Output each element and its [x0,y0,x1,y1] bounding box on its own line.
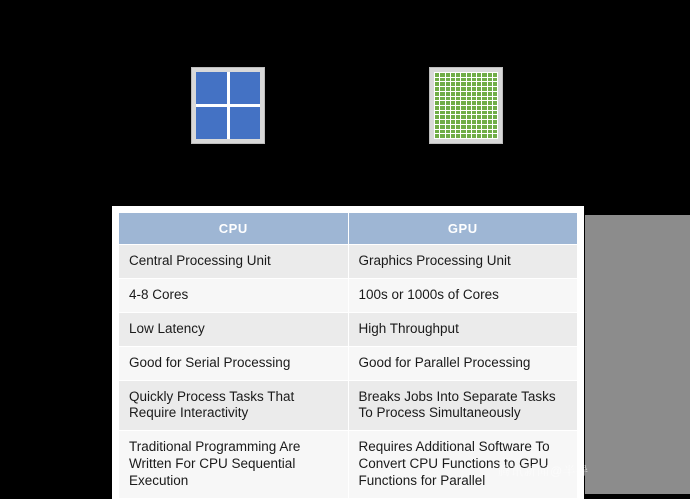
gpu-core [488,115,492,119]
table-cell-gpu: Graphics Processing Unit [348,245,578,279]
gpu-core [482,120,486,124]
gpu-core [488,97,492,101]
table-header-gpu: GPU [348,213,578,245]
gpu-core [461,92,465,96]
gpu-core [451,115,455,119]
gpu-core [446,134,450,138]
table-cell-cpu: Quickly Process Tasks That Require Interactivity [119,380,349,431]
gpu-core [435,92,439,96]
gpu-core [467,73,471,77]
gpu-core [461,115,465,119]
gpu-core [488,120,492,124]
gpu-core [482,78,486,82]
gpu-core [461,78,465,82]
gpu-core [488,78,492,82]
gpu-core [440,92,444,96]
gpu-core [456,87,460,91]
gpu-core [461,106,465,110]
gpu-core [472,120,476,124]
gpu-core [493,78,497,82]
gpu-core [456,130,460,134]
gpu-core [440,106,444,110]
gpu-core [477,130,481,134]
gpu-core [477,87,481,91]
gpu-core [440,134,444,138]
gpu-core [435,125,439,129]
table-cell-gpu: Breaks Jobs Into Separate Tasks To Process Simultaneously [348,380,578,431]
gpu-core [467,111,471,115]
gpu-core [461,125,465,129]
gpu-core [435,87,439,91]
table-header-row [119,213,578,245]
gpu-core [435,97,439,101]
gpu-core [446,82,450,86]
cpu-core [196,72,227,104]
gpu-core [467,78,471,82]
gpu-core [488,73,492,77]
cpu-core [196,107,227,139]
gpu-core [493,106,497,110]
gpu-core [493,120,497,124]
gpu-core [440,82,444,86]
gpu-core [467,92,471,96]
gpu-core [467,97,471,101]
gpu-core [440,78,444,82]
gpu-core [467,87,471,91]
gpu-core [446,120,450,124]
gpu-core [488,111,492,115]
gpu-core [477,92,481,96]
gpu-core [477,120,481,124]
gpu-chip [430,68,502,143]
gpu-core [461,101,465,105]
gpu-core [472,111,476,115]
gpu-core [477,134,481,138]
gpu-core [456,106,460,110]
gpu-core [472,115,476,119]
gpu-core [482,125,486,129]
gpu-core [461,120,465,124]
gpu-core [456,101,460,105]
gpu-core [477,106,481,110]
cpu-core [230,72,261,104]
gpu-core [482,130,486,134]
gpu-core [435,130,439,134]
gpu-core [482,82,486,86]
gpu-core [451,111,455,115]
gpu-core [446,92,450,96]
gpu-core [488,106,492,110]
gpu-core [451,97,455,101]
gpu-core [440,87,444,91]
table-header-cpu: CPU [119,213,349,245]
gpu-core [488,82,492,86]
table-cell-gpu: 100s or 1000s of Cores [348,278,578,312]
gpu-core [440,101,444,105]
gpu-core [472,125,476,129]
gpu-core [440,111,444,115]
table-cell-gpu: Requires Additional Software To Convert CPU Functions to GPU Functions for Parallel [348,431,578,499]
gpu-core [477,78,481,82]
gpu-core [467,106,471,110]
gpu-core [456,134,460,138]
table-cell-cpu: Traditional Programming Are Written For CPU Sequential Execution [119,431,349,499]
gpu-core [493,115,497,119]
gpu-core [446,115,450,119]
gpu-core [456,73,460,77]
gpu-core [467,115,471,119]
gpu-core [477,73,481,77]
table-cell-cpu: Low Latency [119,312,349,346]
gpu-core [488,92,492,96]
gpu-core [435,111,439,115]
gpu-core [461,111,465,115]
gpu-core [461,73,465,77]
gpu-core [477,111,481,115]
gpu-core [435,115,439,119]
gpu-core [493,92,497,96]
gpu-core [456,115,460,119]
gpu-core [451,134,455,138]
gpu-core [482,92,486,96]
gpu-core [435,120,439,124]
gpu-core [435,73,439,77]
gpu-core [472,101,476,105]
right-grey-band [585,215,690,494]
cpu-core-grid [196,72,260,139]
gpu-core [493,101,497,105]
gpu-core [446,125,450,129]
table-row [119,431,578,499]
gpu-core [472,106,476,110]
gpu-core [446,130,450,134]
gpu-core [482,134,486,138]
gpu-core [451,78,455,82]
gpu-core [477,101,481,105]
gpu-core [461,87,465,91]
cpu-gpu-comparison-table [112,206,584,499]
gpu-core [435,134,439,138]
table-cell-cpu: 4-8 Cores [119,278,349,312]
gpu-core [488,130,492,134]
gpu-core [493,134,497,138]
gpu-core [467,130,471,134]
gpu-core [451,92,455,96]
gpu-core [482,101,486,105]
cpu-chip [192,68,264,143]
gpu-core [467,82,471,86]
gpu-core [477,125,481,129]
gpu-core [446,73,450,77]
gpu-core [451,120,455,124]
gpu-core-grid [434,72,498,139]
gpu-core [467,125,471,129]
gpu-core [467,101,471,105]
gpu-core [488,134,492,138]
gpu-core [446,78,450,82]
table-row [119,278,578,312]
gpu-core [451,101,455,105]
gpu-core [488,125,492,129]
gpu-core [472,134,476,138]
gpu-core [440,120,444,124]
gpu-core [472,87,476,91]
gpu-core [467,120,471,124]
gpu-core [435,101,439,105]
gpu-core [482,87,486,91]
gpu-core [446,101,450,105]
gpu-core [477,115,481,119]
gpu-core [488,87,492,91]
gpu-core [435,106,439,110]
gpu-core [456,111,460,115]
gpu-core [446,106,450,110]
gpu-core [482,115,486,119]
gpu-core [461,97,465,101]
gpu-core [451,106,455,110]
gpu-core [467,134,471,138]
gpu-core [440,97,444,101]
gpu-core [482,73,486,77]
gpu-core [446,111,450,115]
gpu-core [493,87,497,91]
gpu-core [456,78,460,82]
gpu-core [472,78,476,82]
table-cell-cpu: Central Processing Unit [119,245,349,279]
table-row [119,380,578,431]
gpu-core [493,111,497,115]
gpu-core [451,130,455,134]
gpu-core [456,120,460,124]
gpu-core [456,125,460,129]
gpu-core [456,97,460,101]
gpu-core [472,92,476,96]
gpu-core [472,82,476,86]
gpu-core [435,82,439,86]
table-row [119,312,578,346]
gpu-core [440,125,444,129]
gpu-core [477,97,481,101]
gpu-core [493,82,497,86]
gpu-core [451,87,455,91]
gpu-core [440,115,444,119]
watermark: 腾讯新闻@半导 [498,464,590,478]
gpu-core [493,130,497,134]
gpu-core [451,73,455,77]
table-cell-gpu: High Throughput [348,312,578,346]
gpu-core [456,92,460,96]
cpu-core [230,107,261,139]
gpu-core [482,111,486,115]
gpu-core [451,125,455,129]
gpu-core [461,134,465,138]
gpu-core [482,97,486,101]
gpu-core [461,82,465,86]
gpu-core [477,82,481,86]
gpu-core [482,106,486,110]
table-row [119,346,578,380]
gpu-core [446,87,450,91]
gpu-core [435,78,439,82]
table-cell-cpu: Good for Serial Processing [119,346,349,380]
gpu-core [493,125,497,129]
gpu-core [456,82,460,86]
gpu-core [451,82,455,86]
gpu-core [461,130,465,134]
gpu-core [488,101,492,105]
gpu-core [440,73,444,77]
gpu-core [472,73,476,77]
gpu-core [472,130,476,134]
gpu-core [440,130,444,134]
table-cell-gpu: Good for Parallel Processing [348,346,578,380]
gpu-core [493,73,497,77]
gpu-core [472,97,476,101]
table-row [119,245,578,279]
gpu-core [446,97,450,101]
gpu-core [493,97,497,101]
